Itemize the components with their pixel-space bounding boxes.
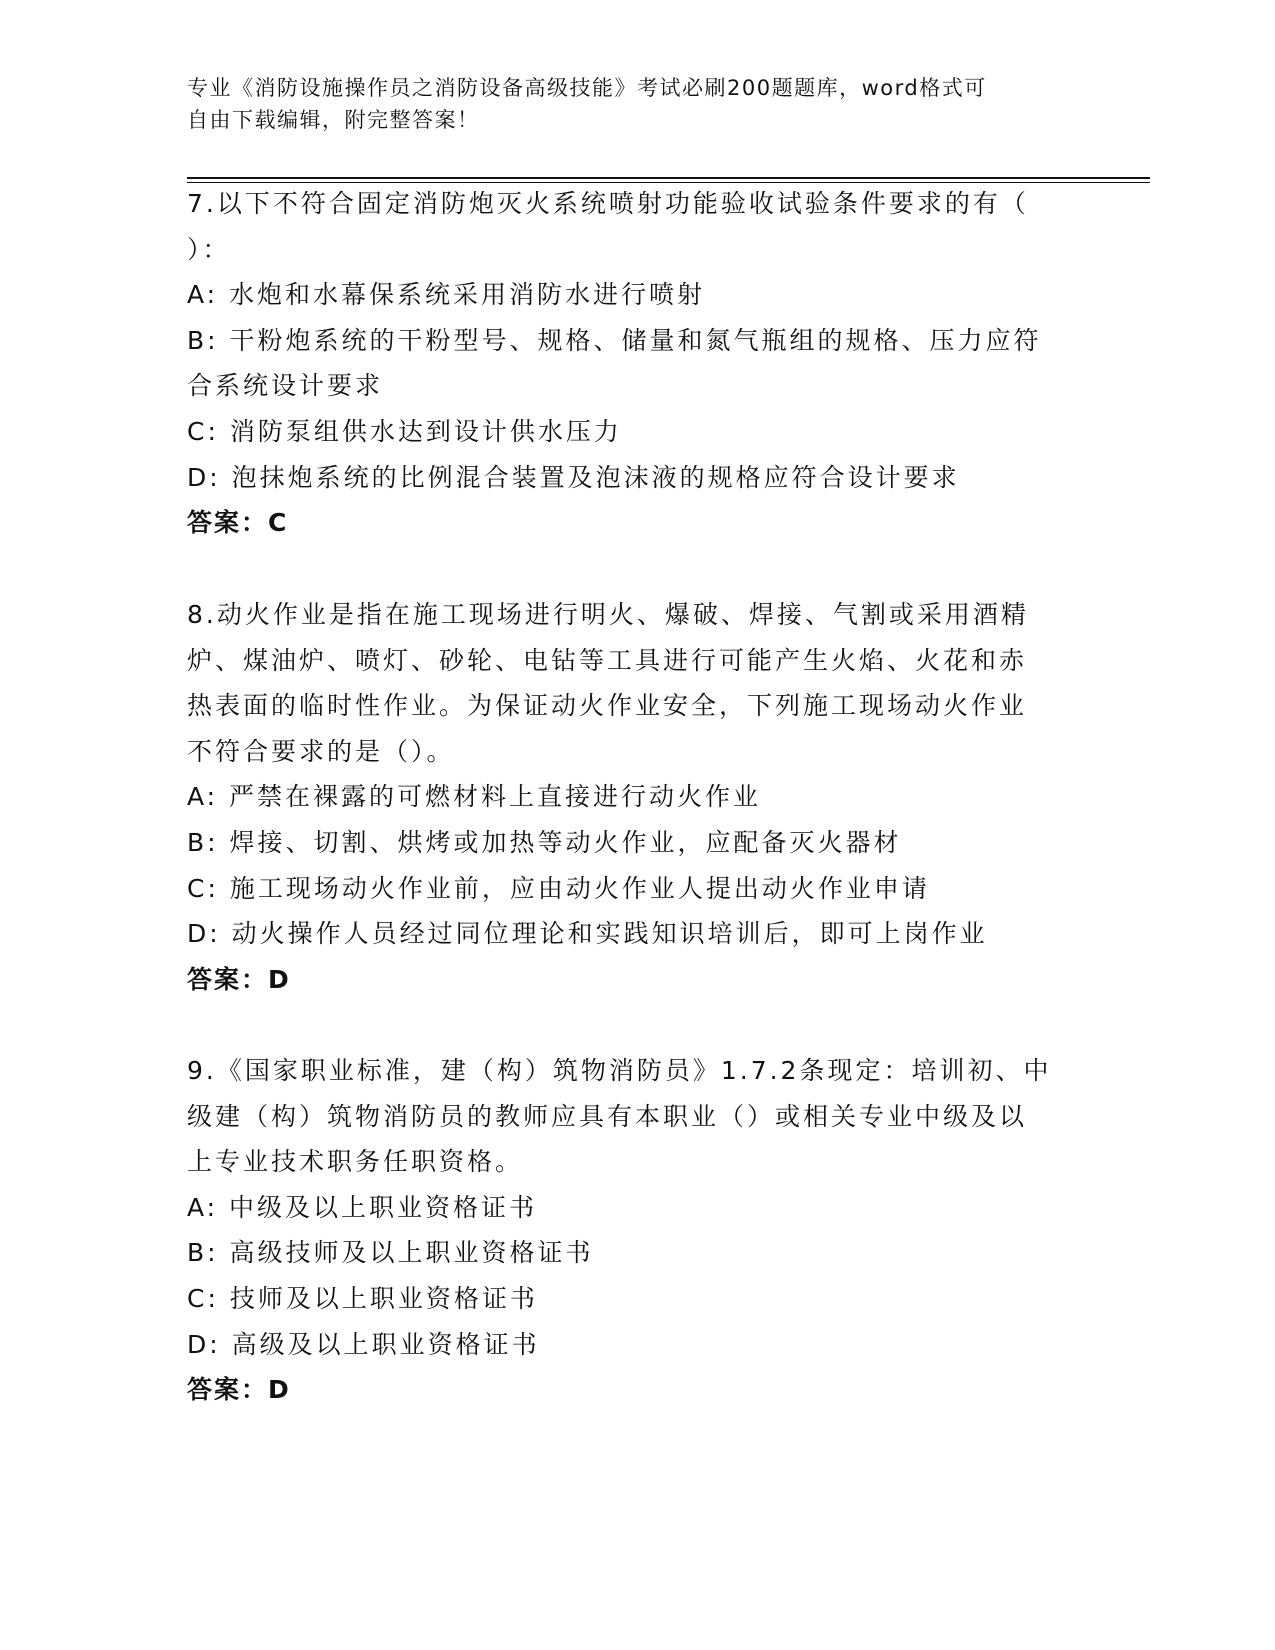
- answer: 答案：D: [187, 1375, 291, 1405]
- option-b: B: 焊接、切割、烘烤或加热等动火作业，应配备灭火器材: [187, 827, 902, 857]
- question-stem-line: 热表面的临时性作业。为保证动火作业安全，下列施工现场动火作业: [187, 691, 1028, 721]
- question-stem-line: 上专业技术职务任职资格。: [187, 1147, 524, 1177]
- header-divider-thick: [187, 177, 1150, 179]
- question-stem-line: 炉、煤油炉、喷灯、砂轮、电钻等工具进行可能产生火焰、火花和赤: [187, 645, 1028, 675]
- question-stem-line: ）：: [187, 234, 231, 264]
- question-stem-line: 8.动火作业是指在施工现场进行明火、爆破、焊接、气割或采用酒精: [187, 600, 1029, 629]
- question-stem-line: 不符合要求的是（）。: [187, 736, 455, 766]
- option-d: D: 高级及以上职业资格证书: [187, 1329, 540, 1359]
- option-d: D: 泡抹炮系统的比例混合装置及泡沫液的规格应符合设计要求: [187, 462, 960, 492]
- option-a: A: 严禁在裸露的可燃材料上直接进行动火作业: [187, 782, 762, 812]
- option-b: B: 干粉炮系统的干粉型号、规格、储量和氮气瓶组的规格、压力应符: [187, 325, 1042, 355]
- question-stem-line: 级建（构）筑物消防员的教师应具有本职业（）或相关专业中级及以: [187, 1101, 1028, 1131]
- question-9: [187, 1048, 1087, 1413]
- option-d: D: 动火操作人员经过同位理论和实践知识培训后，即可上岗作业: [187, 919, 988, 949]
- question-7: [187, 181, 1087, 546]
- option-a: A: 中级及以上职业资格证书: [187, 1192, 538, 1222]
- header-line-2: 自由下载编辑，附完整答案！: [187, 108, 480, 132]
- question-stem-line: 7.以下不符合固定消防炮灭火系统喷射功能验收试验条件要求的有（: [187, 189, 1029, 218]
- answer: 答案：C: [187, 508, 289, 538]
- option-c: C: 施工现场动火作业前，应由动火作业人提出动火作业申请: [187, 873, 930, 903]
- option-a: A: 水炮和水幕保系统采用消防水进行喷射: [187, 280, 706, 310]
- header-line-1: 专业《消防设施操作员之消防设备高级技能》考试必刷200题题库，word格式可: [187, 76, 987, 100]
- option-c: C: 消防泵组供水达到设计供水压力: [187, 416, 622, 446]
- option-b-continued: 合系统设计要求: [187, 371, 384, 401]
- question-8: [187, 592, 1087, 1002]
- question-stem-line: 9.《国家职业标准，建（构）筑物消防员》1.7.2条现定：培训初、中: [187, 1056, 1052, 1085]
- option-c: C: 技师及以上职业资格证书: [187, 1283, 538, 1313]
- document-header: [187, 72, 1067, 136]
- answer: 答案：D: [187, 964, 291, 994]
- option-b: B: 高级技师及以上职业资格证书: [187, 1238, 594, 1268]
